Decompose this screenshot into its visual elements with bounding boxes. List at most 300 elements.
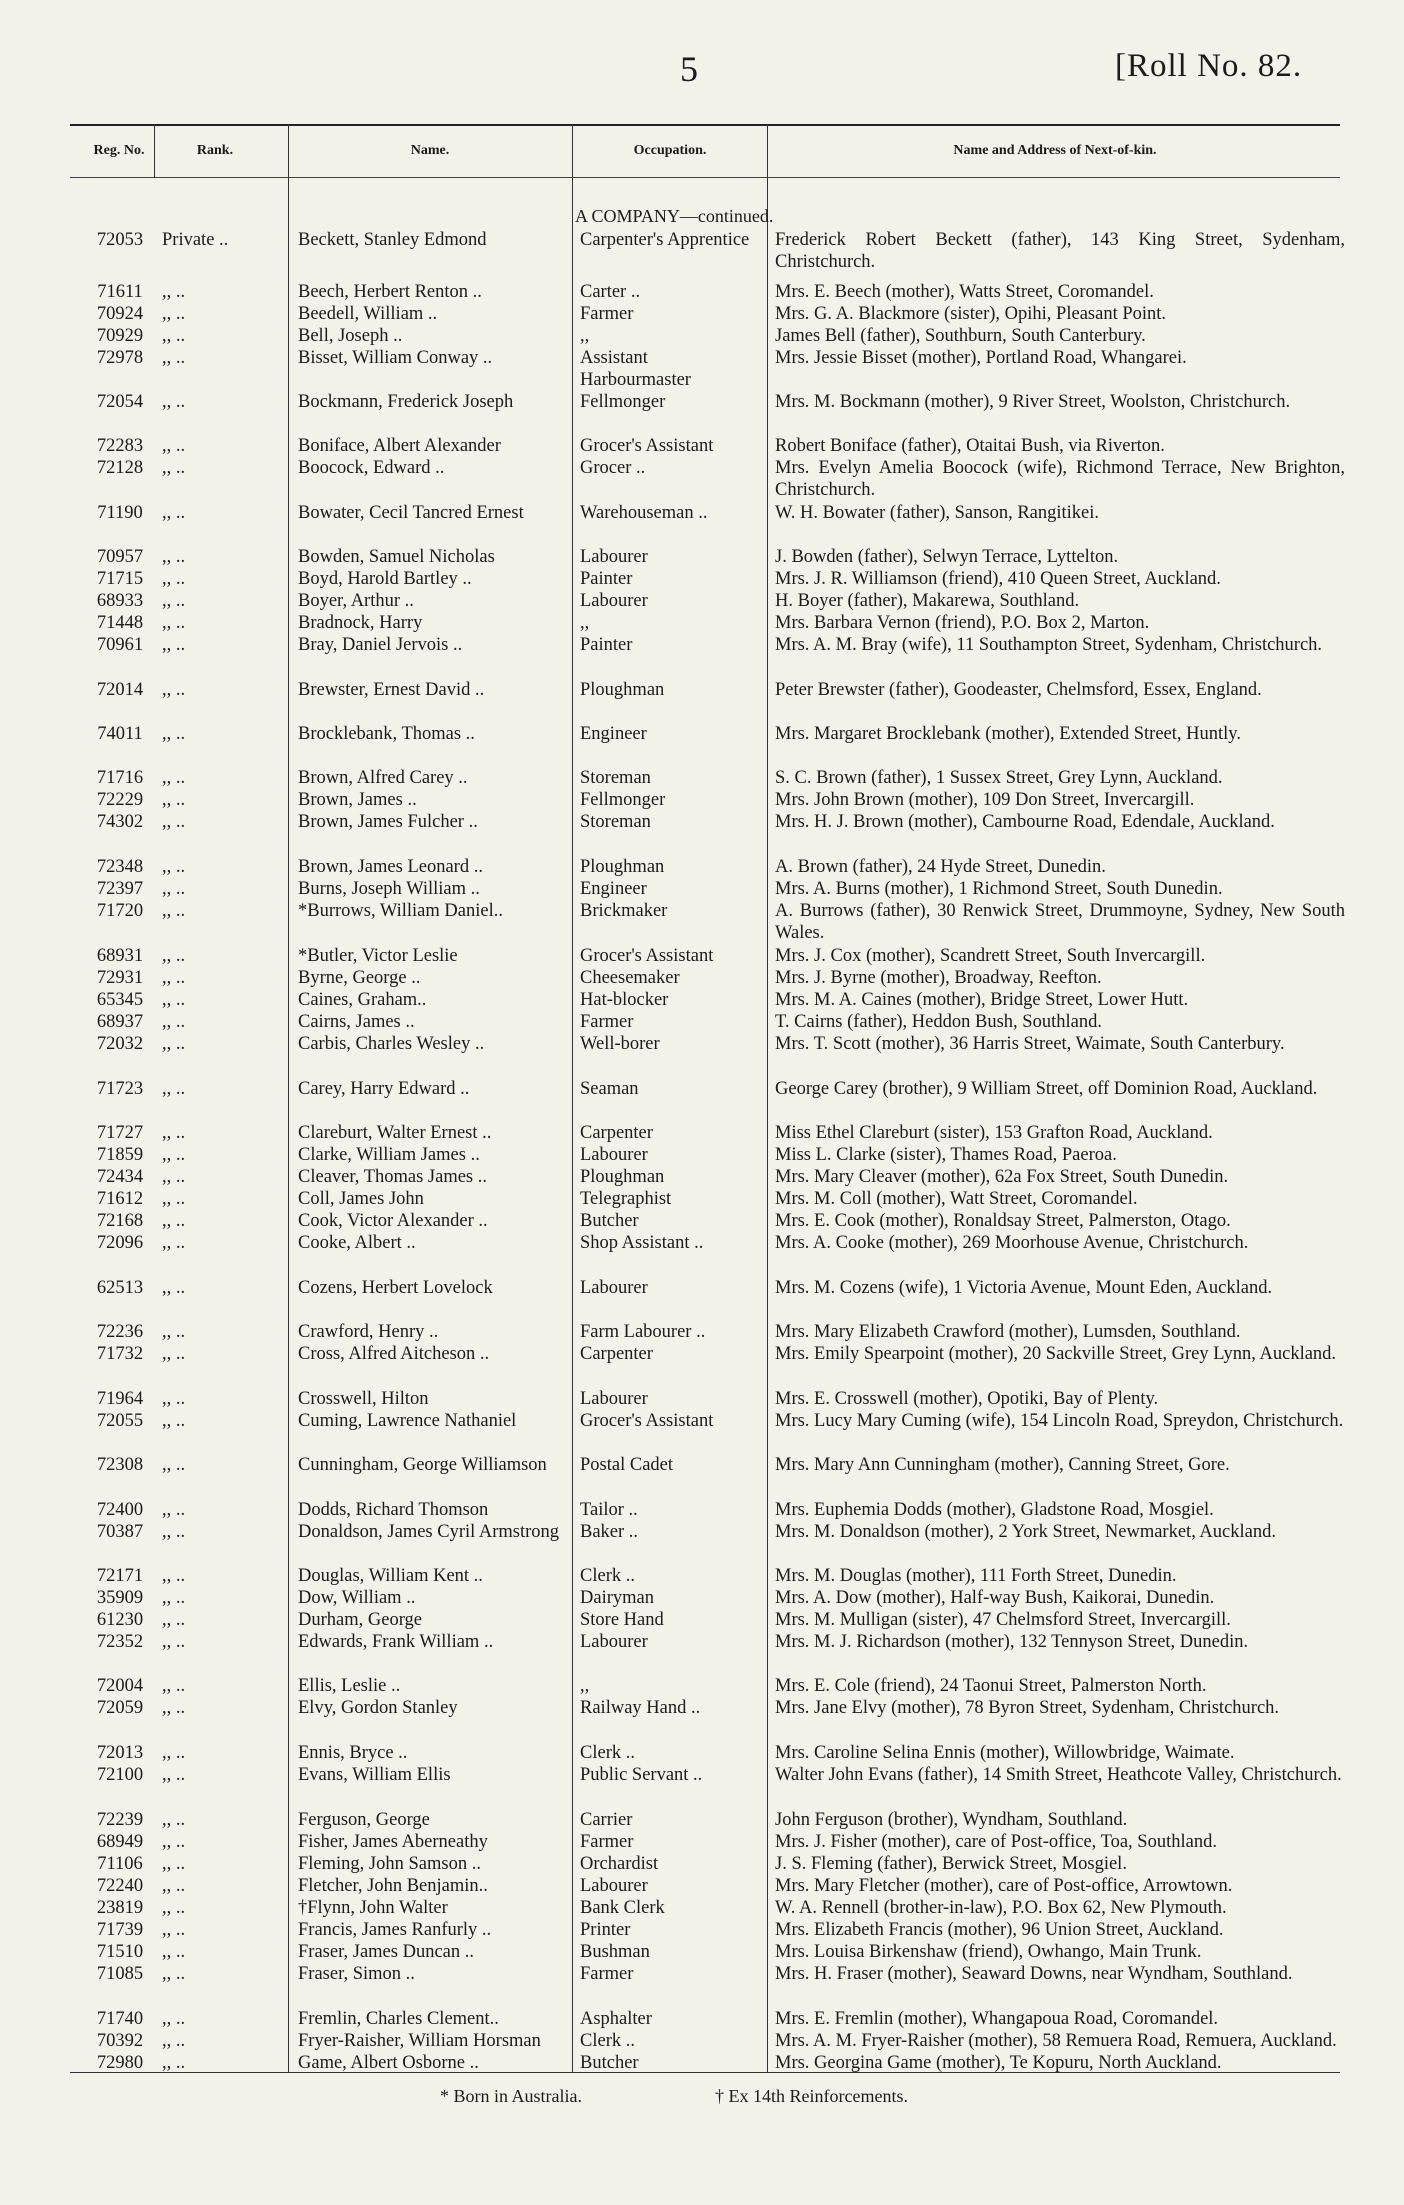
row-reg-no: 72980 — [96, 2053, 144, 2073]
row-reg-no: 72055 — [96, 1411, 144, 1431]
row-reg-no: 68937 — [96, 1012, 144, 1032]
row-reg-no: 71448 — [96, 613, 144, 633]
row-name: Fryer-Raisher, William Horsman — [298, 2031, 541, 2051]
row-rank: ,, .. — [162, 1765, 186, 1785]
row-occupation: Grocer's Assistant — [580, 1411, 714, 1431]
row-rank: ,, .. — [162, 724, 186, 744]
row-next-of-kin: James Bell (father), Southburn, South Canterbury. — [775, 326, 1146, 346]
row-rank: ,, .. — [162, 1632, 186, 1652]
row-reg-no: 72053 — [96, 230, 144, 250]
row-name: Brown, Alfred Carey .. — [298, 768, 468, 788]
row-next-of-kin: Mrs. Mary Ann Cunningham (mother), Canning Street, Gore. — [775, 1455, 1230, 1475]
row-rank: ,, .. — [162, 392, 186, 412]
row-next-of-kin: Mrs. Margaret Brocklebank (mother), Extended Street, Huntly. — [775, 724, 1241, 744]
row-next-of-kin: Mrs. M. A. Caines (mother), Bridge Street, Lower Hutt. — [775, 990, 1189, 1010]
row-rank: ,, .. — [162, 1145, 186, 1165]
row-reg-no: 23819 — [96, 1898, 144, 1918]
row-reg-no: 72168 — [96, 1211, 144, 1231]
row-reg-no: 71720 — [96, 901, 144, 921]
row-reg-no: 71739 — [96, 1920, 144, 1940]
row-reg-no: 71727 — [96, 1123, 144, 1143]
row-reg-no: 71964 — [96, 1389, 144, 1409]
row-next-of-kin: Mrs. Caroline Selina Ennis (mother), Willowbridge, Waimate. — [775, 1743, 1235, 1763]
row-next-of-kin: Mrs. J. Byrne (mother), Broadway, Reefton. — [775, 968, 1102, 988]
row-reg-no: 74302 — [96, 812, 144, 832]
row-reg-no: 71715 — [96, 569, 144, 589]
row-next-of-kin: Mrs. A. Burns (mother), 1 Richmond Street, South Dunedin. — [775, 879, 1223, 899]
row-rank: ,, .. — [162, 1588, 186, 1608]
row-name: Cleaver, Thomas James .. — [298, 1167, 488, 1187]
row-occupation: Asphalter — [580, 2009, 652, 2029]
row-name: Beedell, William .. — [298, 304, 438, 324]
row-reg-no: 72978 — [96, 348, 144, 368]
row-next-of-kin: S. C. Brown (father), 1 Sussex Street, Grey Lynn, Auckland. — [775, 768, 1223, 788]
row-occupation: Printer — [580, 1920, 631, 1940]
row-reg-no: 72100 — [96, 1765, 144, 1785]
row-reg-no: 68949 — [96, 1832, 144, 1852]
row-reg-no: 72283 — [96, 436, 144, 456]
row-occupation: Engineer — [580, 724, 647, 744]
row-name: Burns, Joseph William .. — [298, 879, 480, 899]
row-occupation: Dairyman — [580, 1588, 654, 1608]
row-occupation: Fellmonger — [580, 392, 666, 412]
row-name: Fremlin, Charles Clement.. — [298, 2009, 499, 2029]
row-rank: ,, .. — [162, 282, 186, 302]
row-name: Ferguson, George — [298, 1810, 430, 1830]
row-occupation: Painter — [580, 569, 633, 589]
row-name: †Flynn, John Walter — [298, 1898, 448, 1918]
row-name: Dodds, Richard Thomson — [298, 1500, 489, 1520]
row-reg-no: 72054 — [96, 392, 144, 412]
row-reg-no: 62513 — [96, 1278, 144, 1298]
row-name: Cross, Alfred Aitcheson .. — [298, 1344, 490, 1364]
row-name: *Burrows, William Daniel.. — [298, 901, 503, 921]
row-occupation: Farmer — [580, 304, 634, 324]
row-rank: ,, .. — [162, 1389, 186, 1409]
row-rank: ,, .. — [162, 946, 186, 966]
row-name: Brown, James Fulcher .. — [298, 812, 478, 832]
row-name: Douglas, William Kent .. — [298, 1566, 483, 1586]
row-reg-no: 72004 — [96, 1676, 144, 1696]
row-name: Crosswell, Hilton — [298, 1389, 429, 1409]
row-occupation: Postal Cadet — [580, 1455, 674, 1475]
row-name: Coll, James John — [298, 1189, 424, 1209]
row-next-of-kin: Miss L. Clarke (sister), Thames Road, Paeroa. — [775, 1145, 1117, 1165]
row-next-of-kin: Mrs. E. Cook (mother), Ronaldsay Street, Palmerston, Otago. — [775, 1211, 1231, 1231]
row-name: Beech, Herbert Renton .. — [298, 282, 482, 302]
row-next-of-kin: Mrs. M. Bockmann (mother), 9 River Street, Woolston, Christchurch. — [775, 392, 1291, 412]
row-occupation: Bank Clerk — [580, 1898, 665, 1918]
row-name: Dow, William .. — [298, 1588, 416, 1608]
row-occupation: Clerk .. — [580, 1743, 635, 1763]
row-rank: ,, .. — [162, 1123, 186, 1143]
row-rank: ,, .. — [162, 2009, 186, 2029]
row-name: Donaldson, James Cyril Armstrong — [298, 1522, 560, 1542]
row-reg-no: 72096 — [96, 1233, 144, 1253]
row-name: Fraser, James Duncan .. — [298, 1942, 474, 1962]
row-name: Boocock, Edward .. — [298, 458, 445, 478]
row-reg-no: 35909 — [96, 1588, 144, 1608]
row-next-of-kin: A. Brown (father), 24 Hyde Street, Dunedin. — [775, 857, 1106, 877]
row-next-of-kin: Mrs. Jessie Bisset (mother), Portland Road, Whangarei. — [775, 348, 1187, 368]
row-name: Cooke, Albert .. — [298, 1233, 416, 1253]
row-reg-no: 72236 — [96, 1322, 144, 1342]
row-name: Bockmann, Frederick Joseph — [298, 392, 514, 412]
row-next-of-kin: J. S. Fleming (father), Berwick Street, Mosgiel. — [775, 1854, 1127, 1874]
row-occupation: Orchardist — [580, 1854, 659, 1874]
row-next-of-kin: Mrs. H. Fraser (mother), Seaward Downs, near Wyndham, Southland. — [775, 1964, 1293, 1984]
row-name: Bradnock, Harry — [298, 613, 423, 633]
row-rank: ,, .. — [162, 1344, 186, 1364]
row-next-of-kin: Mrs. M. Donaldson (mother), 2 York Street, Newmarket, Auckland. — [775, 1522, 1276, 1542]
row-occupation: Ploughman — [580, 1167, 665, 1187]
row-occupation: Grocer's Assistant — [580, 436, 714, 456]
row-occupation: Farmer — [580, 1964, 634, 1984]
row-reg-no: 71085 — [96, 1964, 144, 1984]
row-next-of-kin: Mrs. E. Cole (friend), 24 Taonui Street, Palmerston North. — [775, 1676, 1207, 1696]
row-name: Crawford, Henry .. — [298, 1322, 439, 1342]
row-name: Ennis, Bryce .. — [298, 1743, 408, 1763]
section-heading: A COMPANY—continued. — [575, 206, 774, 226]
row-occupation: ,, — [580, 326, 590, 346]
row-rank: ,, .. — [162, 1810, 186, 1830]
row-next-of-kin: Mrs. E. Beech (mother), Watts Street, Coromandel. — [775, 282, 1154, 302]
row-occupation: Painter — [580, 635, 633, 655]
row-name: Clareburt, Walter Ernest .. — [298, 1123, 492, 1143]
row-next-of-kin: Mrs. J. Cox (mother), Scandrett Street, South Invercargill. — [775, 946, 1206, 966]
page-number: 5 — [680, 49, 698, 89]
row-reg-no: 71716 — [96, 768, 144, 788]
row-rank: ,, .. — [162, 1698, 186, 1718]
row-occupation: ,, — [580, 1676, 590, 1696]
row-name: Caines, Graham.. — [298, 990, 427, 1010]
row-rank: ,, .. — [162, 680, 186, 700]
row-next-of-kin: Mrs. J. R. Williamson (friend), 410 Queen Street, Auckland. — [775, 569, 1221, 589]
row-rank: ,, .. — [162, 436, 186, 456]
row-occupation: Store Hand — [580, 1610, 664, 1630]
row-reg-no: 71732 — [96, 1344, 144, 1364]
row-reg-no: 72013 — [96, 1743, 144, 1763]
row-name: Bowater, Cecil Tancred Ernest — [298, 503, 524, 523]
row-occupation: Clerk .. — [580, 1566, 635, 1586]
row-occupation: Butcher — [580, 1211, 639, 1231]
row-next-of-kin: W. H. Bowater (father), Sanson, Rangitikei. — [775, 503, 1100, 523]
row-next-of-kin: John Ferguson (brother), Wyndham, Southland. — [775, 1810, 1128, 1830]
row-rank: ,, .. — [162, 1322, 186, 1342]
row-reg-no: 72348 — [96, 857, 144, 877]
row-next-of-kin: Mrs. Georgina Game (mother), Te Kopuru, North Auckland. — [775, 2053, 1222, 2073]
row-next-of-kin: T. Cairns (father), Heddon Bush, Southland. — [775, 1012, 1102, 1032]
row-reg-no: 61230 — [96, 1610, 144, 1630]
row-reg-no: 70392 — [96, 2031, 144, 2051]
row-reg-no: 72400 — [96, 1500, 144, 1520]
row-name: Edwards, Frank William .. — [298, 1632, 494, 1652]
row-next-of-kin: Mrs. A. M. Bray (wife), 11 Southampton Street, Sydenham, Christchurch. — [775, 635, 1323, 655]
row-occupation: Engineer — [580, 879, 647, 899]
row-rank: ,, .. — [162, 1034, 186, 1054]
row-name: Beckett, Stanley Edmond — [298, 230, 487, 250]
row-reg-no: 72128 — [96, 458, 144, 478]
row-occupation: Storeman — [580, 768, 651, 788]
row-name: Ellis, Leslie .. — [298, 1676, 401, 1696]
row-occupation: Labourer — [580, 1632, 648, 1652]
header-next-of-kin: Name and Address of Next-of-kin. — [953, 143, 1157, 158]
row-reg-no: 70957 — [96, 547, 144, 567]
row-name: *Butler, Victor Leslie — [298, 946, 458, 966]
row-name: Bell, Joseph .. — [298, 326, 403, 346]
row-rank: ,, .. — [162, 547, 186, 567]
row-occupation: Bushman — [580, 1942, 650, 1962]
row-occupation: Farmer — [580, 1012, 634, 1032]
row-rank: ,, .. — [162, 1189, 186, 1209]
row-reg-no: 74011 — [97, 724, 143, 744]
row-occupation: Shop Assistant .. — [580, 1233, 704, 1253]
row-name: Bowden, Samuel Nicholas — [298, 547, 495, 567]
row-next-of-kin: Mrs. Evelyn Amelia Boocock (wife), Richmond Terrace, New Brighton, Christchurch. — [775, 458, 1345, 500]
row-reg-no: 72397 — [96, 879, 144, 899]
row-occupation: Labourer — [580, 1145, 648, 1165]
row-next-of-kin: Mrs. Jane Elvy (mother), 78 Byron Street, Sydenham, Christchurch. — [775, 1698, 1280, 1718]
row-name: Cuming, Lawrence Nathaniel — [298, 1411, 517, 1431]
row-rank: Private .. — [162, 230, 229, 250]
row-rank: ,, .. — [162, 569, 186, 589]
row-next-of-kin: George Carey (brother), 9 William Street, off Dominion Road, Auckland. — [775, 1079, 1318, 1099]
row-name: Boniface, Albert Alexander — [298, 436, 501, 456]
row-next-of-kin: Mrs. M. J. Richardson (mother), 132 Tennyson Street, Dunedin. — [775, 1632, 1249, 1652]
row-occupation: Grocer .. — [580, 458, 646, 478]
row-reg-no: 71612 — [96, 1189, 144, 1209]
row-next-of-kin: Walter John Evans (father), 14 Smith Street, Heathcote Valley, Christchurch. — [775, 1765, 1342, 1785]
row-next-of-kin: Mrs. A. Dow (mother), Half-way Bush, Kaikorai, Dunedin. — [775, 1588, 1215, 1608]
header-name: Name. — [410, 143, 450, 158]
row-reg-no: 68931 — [96, 946, 144, 966]
row-reg-no: 72308 — [96, 1455, 144, 1475]
row-rank: ,, .. — [162, 503, 186, 523]
row-name: Cairns, James .. — [298, 1012, 415, 1032]
row-occupation: Carrier — [580, 1810, 633, 1830]
row-reg-no: 68933 — [96, 591, 144, 611]
row-next-of-kin: Mrs. Lucy Mary Cuming (wife), 154 Lincoln Road, Spreydon, Christchurch. — [775, 1411, 1344, 1431]
row-name: Bisset, William Conway .. — [298, 348, 493, 368]
row-next-of-kin: Mrs. H. J. Brown (mother), Cambourne Road, Edendale, Auckland. — [775, 812, 1275, 832]
row-rank: ,, .. — [162, 768, 186, 788]
footnote-ex-14th-reinforcements: † Ex 14th Reinforcements. — [715, 2086, 908, 2106]
row-occupation: ,, — [580, 613, 590, 633]
row-rank: ,, .. — [162, 1167, 186, 1187]
row-next-of-kin: Mrs. E. Fremlin (mother), Whangapoua Road, Coromandel. — [775, 2009, 1219, 2029]
row-name: Boyd, Harold Bartley .. — [298, 569, 472, 589]
row-rank: ,, .. — [162, 1566, 186, 1586]
row-name: Fleming, John Samson .. — [298, 1854, 481, 1874]
row-next-of-kin: Mrs. M. Mulligan (sister), 47 Chelmsford Street, Invercargill. — [775, 1610, 1231, 1630]
row-occupation: Carpenter — [580, 1344, 653, 1364]
row-reg-no: 65345 — [96, 990, 144, 1010]
row-next-of-kin: W. A. Rennell (brother-in-law), P.O. Box 62, New Plymouth. — [775, 1898, 1227, 1918]
row-reg-no: 71611 — [97, 282, 143, 302]
row-next-of-kin: Mrs. M. Cozens (wife), 1 Victoria Avenue, Mount Eden, Auckland. — [775, 1278, 1273, 1298]
row-reg-no: 72434 — [96, 1167, 144, 1187]
row-occupation: Railway Hand .. — [580, 1698, 701, 1718]
roll-number: [Roll No. 82. — [1115, 48, 1303, 84]
row-name: Fraser, Simon .. — [298, 1964, 415, 1984]
row-occupation: Labourer — [580, 1876, 648, 1896]
row-occupation: Telegraphist — [580, 1189, 672, 1209]
row-name: Carbis, Charles Wesley .. — [298, 1034, 485, 1054]
row-rank: ,, .. — [162, 901, 186, 921]
row-occupation: Butcher — [580, 2053, 639, 2073]
row-occupation: Carpenter's Apprentice — [580, 230, 750, 250]
row-occupation: Ploughman — [580, 680, 665, 700]
row-rank: ,, .. — [162, 1920, 186, 1940]
row-name: Cunningham, George Williamson — [298, 1455, 547, 1475]
row-occupation: Hat-blocker — [580, 990, 669, 1010]
row-name: Durham, George — [298, 1610, 422, 1630]
row-rank: ,, .. — [162, 1876, 186, 1896]
row-rank: ,, .. — [162, 1522, 186, 1542]
row-next-of-kin: Mrs. Mary Elizabeth Crawford (mother), Lumsden, Southland. — [775, 1322, 1241, 1342]
row-rank: ,, .. — [162, 458, 186, 478]
row-name: Brewster, Ernest David .. — [298, 680, 485, 700]
row-rank: ,, .. — [162, 348, 186, 368]
row-next-of-kin: Mrs. T. Scott (mother), 36 Harris Street, Waimate, South Canterbury. — [775, 1034, 1285, 1054]
row-rank: ,, .. — [162, 1964, 186, 1984]
row-occupation: Brickmaker — [580, 901, 668, 921]
row-next-of-kin: Mrs. M. Douglas (mother), 111 Forth Street, Dunedin. — [775, 1566, 1177, 1586]
header-reg-no: Reg. No. — [93, 143, 145, 158]
row-name: Brown, James .. — [298, 790, 417, 810]
row-next-of-kin: Mrs. Mary Fletcher (mother), care of Post-office, Arrowtown. — [775, 1876, 1233, 1896]
row-occupation: Grocer's Assistant — [580, 946, 714, 966]
row-next-of-kin: Mrs. Barbara Vernon (friend), P.O. Box 2, Marton. — [775, 613, 1150, 633]
row-rank: ,, .. — [162, 1079, 186, 1099]
row-occupation: Tailor .. — [580, 1500, 638, 1520]
row-name: Carey, Harry Edward .. — [298, 1079, 470, 1099]
row-occupation: Labourer — [580, 1389, 648, 1409]
row-rank: ,, .. — [162, 968, 186, 988]
row-occupation: Carpenter — [580, 1123, 653, 1143]
row-reg-no: 70387 — [96, 1522, 144, 1542]
row-name: Bray, Daniel Jervois .. — [298, 635, 463, 655]
row-rank: ,, .. — [162, 1854, 186, 1874]
header-rank: Rank. — [196, 143, 234, 158]
row-occupation: Labourer — [580, 1278, 648, 1298]
row-rank: ,, .. — [162, 635, 186, 655]
row-reg-no: 71106 — [97, 1854, 143, 1874]
row-occupation: Labourer — [580, 547, 648, 567]
row-name: Fletcher, John Benjamin.. — [298, 1876, 488, 1896]
row-next-of-kin: Robert Boniface (father), Otaitai Bush, via Riverton. — [775, 436, 1165, 456]
row-occupation: Fellmonger — [580, 790, 666, 810]
row-occupation: Carter .. — [580, 282, 641, 302]
row-rank: ,, .. — [162, 1942, 186, 1962]
row-next-of-kin: J. Bowden (father), Selwyn Terrace, Lyttelton. — [775, 547, 1119, 567]
row-occupation: Farmer — [580, 1832, 634, 1852]
row-next-of-kin: Mrs. A. M. Fryer-Raisher (mother), 58 Remuera Road, Remuera, Auckland. — [775, 2031, 1337, 2051]
row-rank: ,, .. — [162, 1898, 186, 1918]
row-name: Cook, Victor Alexander .. — [298, 1211, 488, 1231]
row-rank: ,, .. — [162, 1832, 186, 1852]
row-rank: ,, .. — [162, 857, 186, 877]
row-reg-no: 71190 — [97, 503, 143, 523]
row-name: Fisher, James Aberneathy — [298, 1832, 488, 1852]
row-occupation: Farm Labourer .. — [580, 1322, 706, 1342]
row-rank: ,, .. — [162, 1676, 186, 1696]
row-rank: ,, .. — [162, 2053, 186, 2073]
row-next-of-kin: Frederick Robert Beckett (father), 143 King Street, Sydenham, Christchurch. — [775, 230, 1345, 272]
row-occupation: Warehouseman .. — [580, 503, 708, 523]
row-rank: ,, .. — [162, 790, 186, 810]
row-reg-no: 71510 — [96, 1942, 144, 1962]
row-name: Francis, James Ranfurly .. — [298, 1920, 492, 1940]
row-next-of-kin: Peter Brewster (father), Goodeaster, Chelmsford, Essex, England. — [775, 680, 1262, 700]
row-occupation: Labourer — [580, 591, 648, 611]
row-next-of-kin: Mrs. Elizabeth Francis (mother), 96 Union Street, Auckland. — [775, 1920, 1224, 1940]
row-reg-no: 71723 — [96, 1079, 144, 1099]
row-rank: ,, .. — [162, 1233, 186, 1253]
row-rank: ,, .. — [162, 1500, 186, 1520]
row-next-of-kin: Mrs. G. A. Blackmore (sister), Opihi, Pleasant Point. — [775, 304, 1167, 324]
row-name: Game, Albert Osborne .. — [298, 2053, 479, 2073]
row-next-of-kin: Mrs. John Brown (mother), 109 Don Street, Invercargill. — [775, 790, 1195, 810]
row-rank: ,, .. — [162, 1610, 186, 1630]
row-reg-no: 70961 — [96, 635, 144, 655]
row-next-of-kin: Mrs. E. Crosswell (mother), Opotiki, Bay of Plenty. — [775, 1389, 1159, 1409]
row-name: Brown, James Leonard .. — [298, 857, 483, 877]
row-reg-no: 72229 — [96, 790, 144, 810]
row-occupation: Ploughman — [580, 857, 665, 877]
bottom-rule — [70, 2072, 1340, 2073]
row-rank: ,, .. — [162, 812, 186, 832]
footnote-born-australia: * Born in Australia. — [440, 2086, 582, 2106]
row-occupation: Clerk .. — [580, 2031, 635, 2051]
row-occupation: Seaman — [580, 1079, 639, 1099]
row-reg-no: 72014 — [96, 680, 144, 700]
row-occupation: Public Servant .. — [580, 1765, 703, 1785]
row-next-of-kin: Miss Ethel Clareburt (sister), 153 Grafton Road, Auckland. — [775, 1123, 1213, 1143]
row-rank: ,, .. — [162, 2031, 186, 2051]
row-rank: ,, .. — [162, 1455, 186, 1475]
row-next-of-kin: A. Burrows (father), 30 Renwick Street, Drummoyne, Sydney, New South Wales. — [775, 901, 1345, 943]
row-reg-no: 72059 — [96, 1698, 144, 1718]
row-rank: ,, .. — [162, 879, 186, 899]
row-reg-no: 70929 — [96, 326, 144, 346]
row-occupation: Baker .. — [580, 1522, 639, 1542]
row-next-of-kin: Mrs. Louisa Birkenshaw (friend), Owhango, Main Trunk. — [775, 1942, 1202, 1962]
row-rank: ,, .. — [162, 1278, 186, 1298]
row-reg-no: 72352 — [96, 1632, 144, 1652]
row-next-of-kin: Mrs. Euphemia Dodds (mother), Gladstone Road, Mosgiel. — [775, 1500, 1214, 1520]
row-rank: ,, .. — [162, 1012, 186, 1032]
row-rank: ,, .. — [162, 591, 186, 611]
row-next-of-kin: H. Boyer (father), Makarewa, Southland. — [775, 591, 1080, 611]
row-reg-no: 70924 — [96, 304, 144, 324]
row-next-of-kin: Mrs. Emily Spearpoint (mother), 20 Sackville Street, Grey Lynn, Auckland. — [775, 1344, 1337, 1364]
row-reg-no: 72931 — [96, 968, 144, 988]
row-name: Byrne, George .. — [298, 968, 421, 988]
row-name: Clarke, William James .. — [298, 1145, 480, 1165]
row-reg-no: 72240 — [96, 1876, 144, 1896]
row-next-of-kin: Mrs. J. Fisher (mother), care of Post-office, Toa, Southland. — [775, 1832, 1217, 1852]
row-name: Evans, William Ellis — [298, 1765, 451, 1785]
row-reg-no: 71740 — [96, 2009, 144, 2029]
row-occupation: Assistant Harbourmaster — [580, 348, 691, 390]
row-rank: ,, .. — [162, 1211, 186, 1231]
row-rank: ,, .. — [162, 1743, 186, 1763]
row-occupation: Well-borer — [580, 1034, 660, 1054]
row-next-of-kin: Mrs. A. Cooke (mother), 269 Moorhouse Avenue, Christchurch. — [775, 1233, 1249, 1253]
row-occupation: Cheesemaker — [580, 968, 680, 988]
row-reg-no: 72032 — [96, 1034, 144, 1054]
